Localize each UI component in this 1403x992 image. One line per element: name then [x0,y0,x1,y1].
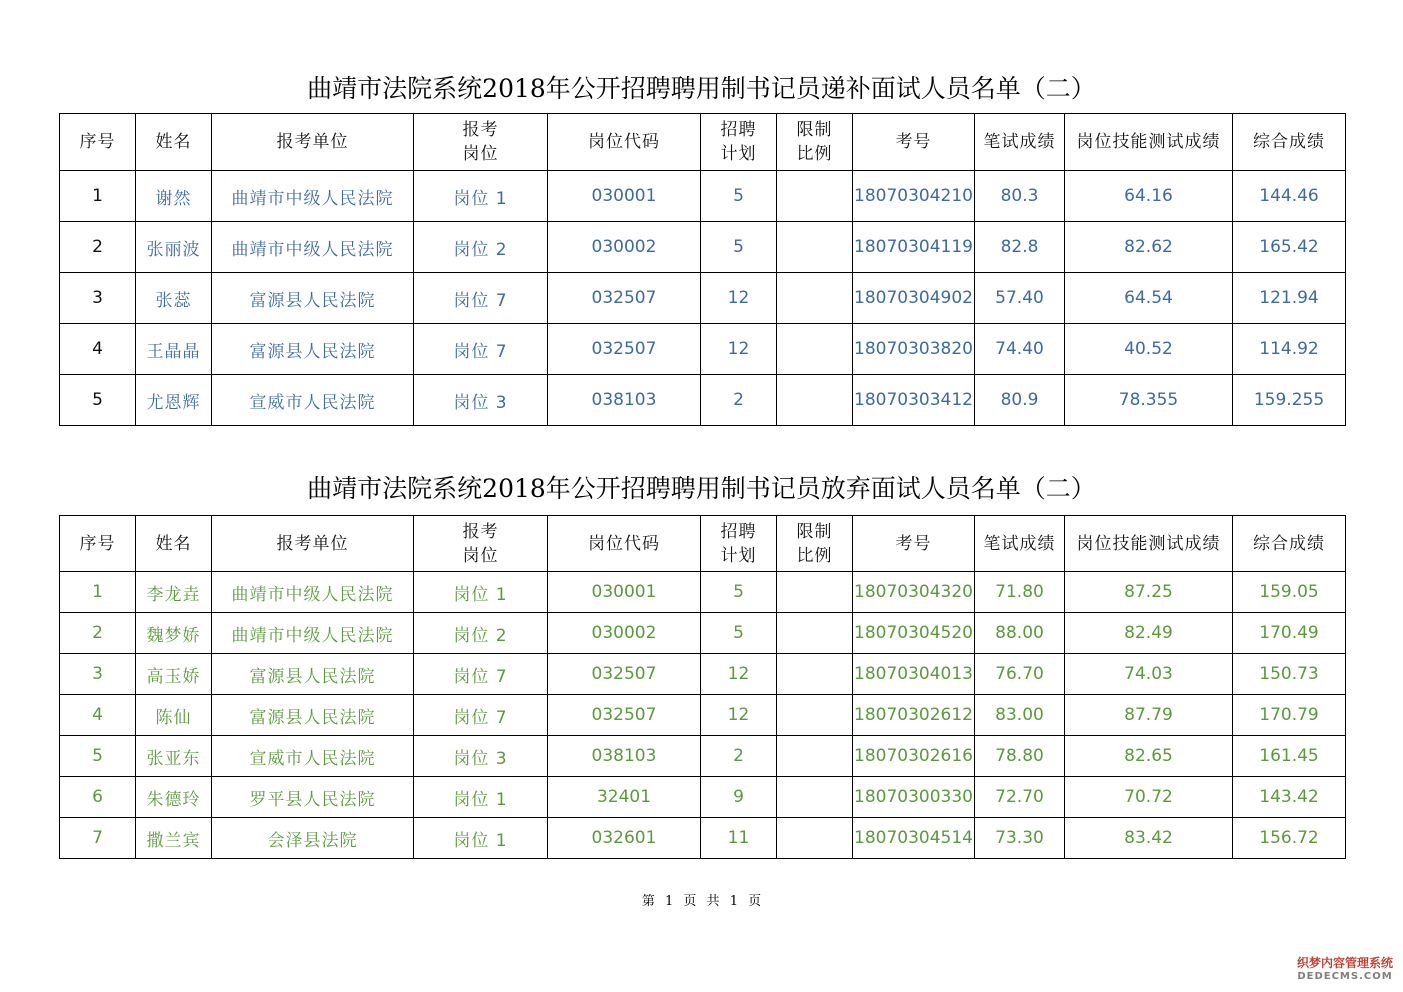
cell-plan: 9 [701,777,777,818]
cell-total: 144.46 [1233,171,1346,222]
cell-ratio [777,222,853,273]
cell-written: 78.80 [975,736,1065,777]
cell-plan: 5 [701,572,777,613]
cell-post: 岗位 7 [414,654,548,695]
cell-code: 032601 [548,818,701,859]
header-written: 笔试成绩 [975,516,1065,572]
cell-unit: 富源县人民法院 [212,654,414,695]
cell-skill: 87.25 [1065,572,1233,613]
cell-written: 73.30 [975,818,1065,859]
cell-plan: 2 [701,736,777,777]
cell-total: 170.49 [1233,613,1346,654]
cell-name: 魏梦娇 [136,613,212,654]
cell-total: 156.72 [1233,818,1346,859]
cell-no: 1 [60,171,136,222]
header-plan-line2: 计划 [720,545,757,566]
cell-skill: 74.03 [1065,654,1233,695]
cell-plan: 12 [701,654,777,695]
watermark-line2: DEDECMS.COM [1297,971,1393,982]
header-plan [701,114,777,171]
cell-post: 岗位 7 [414,324,548,375]
cell-written: 80.9 [975,375,1065,426]
cell-ratio [777,324,853,375]
cell-plan: 2 [701,375,777,426]
header-ratio [777,516,853,572]
cell-written: 82.8 [975,222,1065,273]
header-no: 序号 [60,114,136,171]
table-row [60,222,1346,273]
cell-plan: 12 [701,273,777,324]
cell-name: 陈仙 [136,695,212,736]
cell-post: 岗位 1 [414,818,548,859]
cell-written: 57.40 [975,273,1065,324]
header-ratio [777,114,853,171]
cell-no: 1 [60,572,136,613]
cell-skill: 82.62 [1065,222,1233,273]
header-post-line1: 报考 [462,120,499,140]
header-ratio-line1: 限制 [796,120,833,140]
cell-skill: 82.65 [1065,736,1233,777]
cell-plan: 5 [701,613,777,654]
table-row [60,375,1346,426]
cell-no: 2 [60,613,136,654]
watermark-line1: 织梦内容管理系统 [1296,956,1393,970]
header-ratio-line1: 限制 [796,521,833,542]
header-post [414,114,548,171]
cell-total: 170.79 [1233,695,1346,736]
cell-name: 王晶晶 [136,324,212,375]
cell-unit: 罗平县人民法院 [212,777,414,818]
cell-total: 159.255 [1233,375,1346,426]
cell-code: 032507 [548,654,701,695]
table-header-row [60,516,1346,572]
abandon-interview-table [59,515,1346,859]
cell-exam-no: 18070304013 [853,654,975,695]
cell-name: 张丽波 [136,222,212,273]
header-post-line2: 岗位 [462,144,499,164]
cell-total: 165.42 [1233,222,1346,273]
cell-name: 撒兰宾 [136,818,212,859]
cell-ratio [777,777,853,818]
header-total: 综合成绩 [1233,516,1346,572]
cell-unit: 曲靖市中级人民法院 [212,572,414,613]
cell-post: 岗位 2 [414,613,548,654]
cell-no: 5 [60,375,136,426]
cell-unit: 富源县人民法院 [212,695,414,736]
cell-ratio [777,736,853,777]
cell-exam-no: 18070303412 [853,375,975,426]
table-row [60,613,1346,654]
cell-no: 6 [60,777,136,818]
table-row [60,273,1346,324]
cell-total: 143.42 [1233,777,1346,818]
header-unit: 报考单位 [212,516,414,572]
cell-name: 朱德玲 [136,777,212,818]
cell-code: 030001 [548,171,701,222]
cell-written: 71.80 [975,572,1065,613]
cell-ratio [777,572,853,613]
header-plan-line2: 计划 [720,144,757,164]
table-row [60,695,1346,736]
cell-skill: 64.54 [1065,273,1233,324]
cell-skill: 83.42 [1065,818,1233,859]
cell-plan: 12 [701,324,777,375]
header-exam-no: 考号 [853,114,975,171]
header-plan-line1: 招聘 [720,521,757,542]
cell-ratio [777,613,853,654]
table-row [60,572,1346,613]
cell-skill: 64.16 [1065,171,1233,222]
cell-post: 岗位 7 [414,695,548,736]
cell-no: 3 [60,654,136,695]
page-footer: 第 1 页 共 1 页 [641,894,762,909]
cell-post: 岗位 1 [414,171,548,222]
cell-unit: 富源县人民法院 [212,273,414,324]
cell-post: 岗位 3 [414,375,548,426]
cell-ratio [777,171,853,222]
cell-exam-no: 18070303820 [853,324,975,375]
cell-plan: 5 [701,222,777,273]
table-row [60,171,1346,222]
cell-written: 74.40 [975,324,1065,375]
header-no: 序号 [60,516,136,572]
cell-written: 88.00 [975,613,1065,654]
cell-ratio [777,654,853,695]
cell-code: 038103 [548,375,701,426]
cell-no: 4 [60,695,136,736]
header-total: 综合成绩 [1233,114,1346,171]
cell-ratio [777,273,853,324]
cell-total: 161.45 [1233,736,1346,777]
table-row [60,777,1346,818]
cell-unit: 会泽县法院 [212,818,414,859]
cell-ratio [777,375,853,426]
cell-exam-no: 18070304320 [853,572,975,613]
header-skill: 岗位技能测试成绩 [1065,516,1233,572]
header-exam-no: 考号 [853,516,975,572]
header-code: 岗位代码 [548,516,701,572]
cell-code: 032507 [548,695,701,736]
header-written: 笔试成绩 [975,114,1065,171]
table-row [60,818,1346,859]
cell-code: 030002 [548,222,701,273]
header-ratio-line2: 比例 [796,545,833,566]
cell-code: 32401 [548,777,701,818]
cell-unit: 富源县人民法院 [212,324,414,375]
header-plan [701,516,777,572]
cell-ratio [777,695,853,736]
header-name: 姓名 [136,114,212,171]
cell-plan: 5 [701,171,777,222]
cell-total: 150.73 [1233,654,1346,695]
table-row [60,324,1346,375]
header-ratio-line2: 比例 [796,144,833,164]
cell-total: 159.05 [1233,572,1346,613]
cell-name: 李龙垚 [136,572,212,613]
cell-no: 3 [60,273,136,324]
cell-written: 83.00 [975,695,1065,736]
table-header-row [60,114,1346,171]
cell-code: 032507 [548,324,701,375]
cell-no: 4 [60,324,136,375]
watermark-logo [1297,956,1393,984]
cell-exam-no: 18070304514 [853,818,975,859]
cell-exam-no: 18070304520 [853,613,975,654]
cell-no: 2 [60,222,136,273]
cell-skill: 40.52 [1065,324,1233,375]
cell-written: 72.70 [975,777,1065,818]
header-code: 岗位代码 [548,114,701,171]
cell-post: 岗位 1 [414,777,548,818]
cell-post: 岗位 2 [414,222,548,273]
cell-name: 高玉娇 [136,654,212,695]
substitute-interview-table [59,113,1346,426]
cell-exam-no: 18070304902 [853,273,975,324]
page-title-substitute-list: 曲靖市法院系统2018年公开招聘聘用制书记员递补面试人员名单（二） [307,74,1096,103]
cell-skill: 82.49 [1065,613,1233,654]
cell-unit: 宣威市人民法院 [212,736,414,777]
cell-ratio [777,818,853,859]
cell-post: 岗位 1 [414,572,548,613]
header-name: 姓名 [136,516,212,572]
cell-written: 76.70 [975,654,1065,695]
cell-name: 尤恩辉 [136,375,212,426]
cell-no: 7 [60,818,136,859]
cell-skill: 70.72 [1065,777,1233,818]
cell-exam-no: 18070302616 [853,736,975,777]
cell-plan: 11 [701,818,777,859]
cell-plan: 12 [701,695,777,736]
cell-skill: 78.355 [1065,375,1233,426]
cell-name: 张蕊 [136,273,212,324]
cell-name: 谢然 [136,171,212,222]
cell-exam-no: 18070300330 [853,777,975,818]
cell-exam-no: 18070304119 [853,222,975,273]
header-post-line2: 岗位 [462,545,499,566]
cell-no: 5 [60,736,136,777]
table-row [60,654,1346,695]
cell-code: 032507 [548,273,701,324]
header-post-line1: 报考 [462,521,499,542]
abandon-table-body [60,572,1346,859]
cell-unit: 曲靖市中级人民法院 [212,222,414,273]
cell-code: 038103 [548,736,701,777]
cell-code: 030001 [548,572,701,613]
cell-unit: 曲靖市中级人民法院 [212,613,414,654]
cell-unit: 宣威市人民法院 [212,375,414,426]
header-skill: 岗位技能测试成绩 [1065,114,1233,171]
cell-exam-no: 18070302612 [853,695,975,736]
page-title-abandon-list: 曲靖市法院系统2018年公开招聘聘用制书记员放弃面试人员名单（二） [307,474,1096,503]
header-post [414,516,548,572]
cell-written: 80.3 [975,171,1065,222]
cell-post: 岗位 3 [414,736,548,777]
cell-exam-no: 18070304210 [853,171,975,222]
cell-post: 岗位 7 [414,273,548,324]
cell-total: 114.92 [1233,324,1346,375]
cell-unit: 曲靖市中级人民法院 [212,171,414,222]
header-plan-line1: 招聘 [720,120,757,140]
cell-name: 张亚东 [136,736,212,777]
table-row [60,736,1346,777]
cell-total: 121.94 [1233,273,1346,324]
cell-code: 030002 [548,613,701,654]
cell-skill: 87.79 [1065,695,1233,736]
header-unit: 报考单位 [212,114,414,171]
substitute-table-body [60,171,1346,426]
